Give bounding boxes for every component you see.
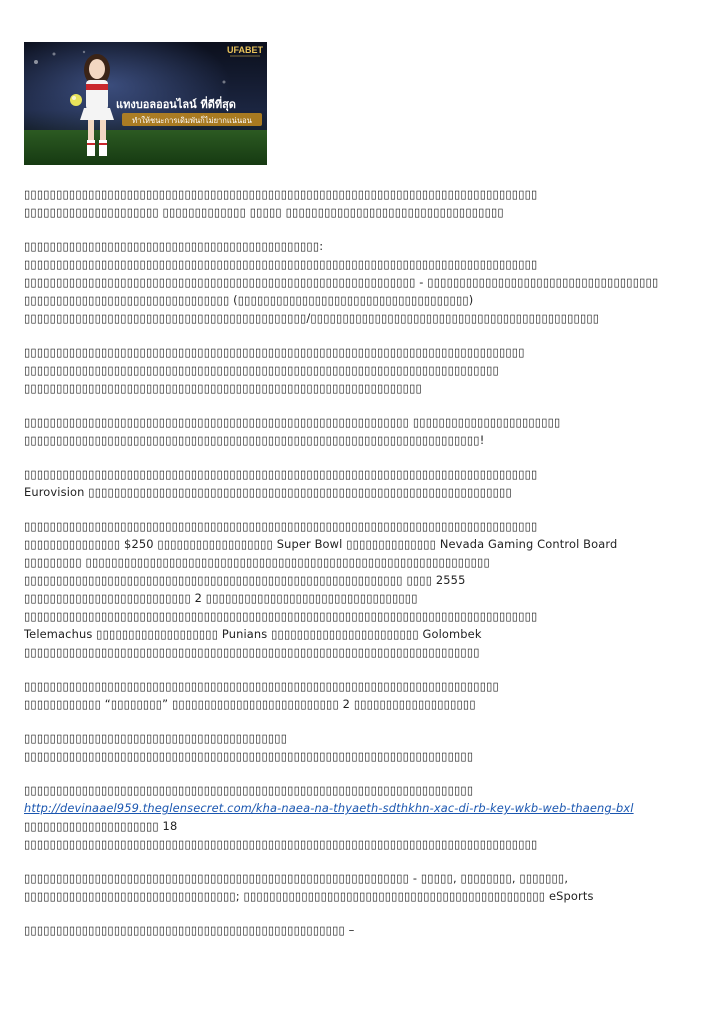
text-line: ▯▯▯▯▯▯▯▯▯▯▯▯▯▯▯▯▯▯▯▯▯▯▯▯▯▯▯▯▯▯▯▯▯; ▯▯▯▯▯▯▯▯▯▯▯▯▯▯▯▯▯▯▯▯▯▯▯▯▯▯▯▯▯▯▯▯▯▯▯▯▯▯▯▯▯▯▯▯▯▯▯ eSports — [24, 889, 594, 903]
text-line: ▯▯▯▯▯▯▯▯▯▯▯▯▯▯▯▯▯▯▯▯▯▯▯▯▯▯▯▯▯▯▯▯▯▯▯▯▯▯▯▯▯▯▯▯▯▯▯▯▯▯▯▯▯▯▯▯▯▯▯▯▯▯▯▯▯▯▯▯▯▯ — [24, 783, 474, 797]
text-line: ▯▯▯▯▯▯▯▯▯▯▯▯▯▯▯▯▯▯▯▯▯▯▯▯▯▯▯▯▯▯▯▯▯▯▯▯▯▯▯▯▯▯▯▯▯▯▯▯▯▯ – — [24, 923, 355, 937]
text-line: ▯▯▯▯▯▯▯▯▯▯▯▯▯▯▯▯▯▯▯▯▯ ▯▯▯▯▯▯▯▯▯▯▯▯▯ ▯▯▯▯▯ ▯▯▯▯▯▯▯▯▯▯▯▯▯▯▯▯▯▯▯▯▯▯▯▯▯▯▯▯▯▯▯▯▯▯ — [24, 205, 504, 219]
paragraph — [24, 185, 700, 221]
text-line: ▯▯▯▯▯▯▯▯▯▯▯▯▯▯▯▯▯▯▯▯▯▯▯▯▯▯▯▯▯▯▯▯▯▯▯▯▯▯▯▯▯ — [24, 731, 288, 745]
text-line: ▯▯▯▯▯▯▯▯▯ ▯▯▯▯▯▯▯▯▯▯▯▯▯▯▯▯▯▯▯▯▯▯▯▯▯▯▯▯▯▯▯▯▯▯▯▯▯▯▯▯▯▯▯▯▯▯▯▯▯▯▯▯▯▯▯▯▯▯▯▯▯▯▯ — [24, 555, 490, 569]
paragraph — [24, 677, 700, 713]
text-line: ▯▯▯▯▯▯▯▯▯▯▯▯▯▯▯▯▯▯▯▯▯▯▯▯▯▯▯▯▯▯▯▯ (▯▯▯▯▯▯▯▯▯▯▯▯▯▯▯▯▯▯▯▯▯▯▯▯▯▯▯▯▯▯▯▯▯▯▯▯) — [24, 293, 474, 307]
text-line: ▯▯▯▯▯▯▯▯▯▯▯▯▯▯▯▯▯▯▯▯▯▯▯▯▯▯▯▯▯▯▯▯▯▯▯▯▯▯▯▯▯▯▯▯▯▯▯▯▯▯▯▯▯▯▯▯▯▯▯▯▯▯▯▯▯▯▯▯▯▯ — [24, 749, 474, 763]
text-line: ▯▯▯▯▯▯▯▯▯▯▯▯▯▯▯▯▯▯▯▯▯▯▯▯▯▯▯▯▯▯▯▯▯▯▯▯▯▯▯▯▯▯▯▯▯▯▯▯▯▯▯▯▯▯▯▯▯▯▯▯▯▯▯▯▯▯▯▯▯▯▯▯▯▯ — [24, 679, 499, 693]
text-line: ▯▯▯▯▯▯▯▯▯▯▯▯▯▯▯▯▯▯▯▯▯▯▯▯▯▯▯▯▯▯▯▯▯▯▯▯▯▯▯▯▯▯▯▯▯▯▯▯▯▯▯▯▯▯▯▯▯▯▯▯▯▯▯▯▯▯▯▯▯▯▯ — [24, 645, 480, 659]
text-line: ▯▯▯▯▯▯▯▯▯▯▯▯▯▯▯▯▯▯▯▯▯▯▯▯▯▯▯▯▯▯▯▯▯▯▯▯▯▯▯▯▯▯▯▯▯▯▯▯▯▯▯▯▯▯▯▯▯▯▯▯ ▯▯▯▯▯▯▯▯▯▯▯▯▯▯▯▯▯▯▯▯▯▯▯ — [24, 415, 561, 429]
text-line: ▯▯▯▯▯▯▯▯▯▯▯▯▯▯▯▯▯▯▯▯▯▯▯▯▯▯▯▯▯▯▯▯▯▯▯▯▯▯▯▯▯▯▯▯▯▯▯▯▯▯▯▯▯▯▯▯▯▯▯▯▯▯ — [24, 381, 422, 395]
banner-subheadline: ทำให้ชนะการเดิมพันก็ไม่ยากแน่นอน — [132, 116, 252, 125]
article — [24, 42, 700, 955]
text-line: Eurovision ▯▯▯▯▯▯▯▯▯▯▯▯▯▯▯▯▯▯▯▯▯▯▯▯▯▯▯▯▯▯▯▯▯▯▯▯▯▯▯▯▯▯▯▯▯▯▯▯▯▯▯▯▯▯▯▯▯▯▯▯▯▯▯▯▯▯ — [24, 485, 512, 499]
text-line: ▯▯▯▯▯▯▯▯▯▯▯▯▯▯▯▯▯▯▯▯▯▯▯▯▯▯▯▯▯▯▯▯▯▯▯▯▯▯▯▯▯▯▯▯▯▯▯▯▯▯▯▯▯▯▯▯▯▯▯▯▯▯▯▯▯▯▯▯▯▯▯! — [24, 433, 485, 447]
paragraph — [24, 413, 700, 449]
text-line: ▯▯▯▯▯▯▯▯▯▯▯▯▯▯▯▯▯▯▯▯▯ 18 — [24, 819, 178, 833]
text-line — [24, 799, 700, 817]
text-line: ▯▯▯▯▯▯▯▯▯▯▯▯▯▯▯▯▯▯▯▯▯▯▯▯▯▯▯▯▯▯▯▯▯▯▯▯▯▯▯▯▯▯▯▯▯▯▯▯▯▯▯▯▯▯▯▯▯▯▯▯▯ - ▯▯▯▯▯▯▯▯▯▯▯▯▯▯▯▯▯▯▯▯▯▯▯▯▯▯▯▯▯▯▯▯▯▯▯▯ — [24, 275, 659, 289]
brand-logo: UFABET — [227, 45, 263, 55]
banner-headline: แทงบอลออนไลน์ ที่ดีที่สุด — [116, 98, 236, 111]
text-line: ▯▯▯▯▯▯▯▯▯▯▯▯▯▯▯▯▯▯▯▯▯▯▯▯▯▯▯▯▯▯▯▯▯▯▯▯▯▯▯▯▯▯▯▯▯▯▯▯▯▯▯▯▯▯▯▯▯▯▯ ▯▯▯▯ 2555 — [24, 573, 466, 587]
paragraph — [24, 237, 700, 327]
article-body — [24, 185, 700, 939]
text-line: ▯▯▯▯▯▯▯▯▯▯▯▯▯▯▯▯▯▯▯▯▯▯▯▯▯▯▯▯▯▯▯▯▯▯▯▯▯▯▯▯▯▯▯▯▯▯▯▯▯▯▯▯▯▯▯▯▯▯▯▯▯▯▯▯▯▯▯▯▯▯▯▯▯▯▯▯▯▯▯▯ — [24, 257, 538, 271]
paragraph — [24, 343, 700, 397]
paragraph — [24, 729, 700, 765]
paragraph — [24, 781, 700, 853]
text-line: ▯▯▯▯▯▯▯▯▯▯▯▯▯▯▯ $250 ▯▯▯▯▯▯▯▯▯▯▯▯▯▯▯▯▯▯ Super Bowl ▯▯▯▯▯▯▯▯▯▯▯▯▯▯ Nevada Gaming Control Board — [24, 537, 618, 551]
text-line: ▯▯▯▯▯▯▯▯▯▯▯▯▯▯▯▯▯▯▯▯▯▯▯▯▯▯▯▯▯▯▯▯▯▯▯▯▯▯▯▯▯▯▯▯▯▯▯▯▯▯▯▯▯▯▯▯▯▯▯▯▯▯▯▯▯▯▯▯▯▯▯▯▯▯▯▯▯▯▯▯ — [24, 519, 538, 533]
text-line: ▯▯▯▯▯▯▯▯▯▯▯▯▯▯▯▯▯▯▯▯▯▯▯▯▯▯▯▯▯▯▯▯▯▯▯▯▯▯▯▯▯▯▯▯/▯▯▯▯▯▯▯▯▯▯▯▯▯▯▯▯▯▯▯▯▯▯▯▯▯▯▯▯▯▯▯▯▯▯▯▯▯▯▯▯▯▯▯▯▯ — [24, 311, 600, 325]
text-line: Telemachus ▯▯▯▯▯▯▯▯▯▯▯▯▯▯▯▯▯▯▯ Punians ▯▯▯▯▯▯▯▯▯▯▯▯▯▯▯▯▯▯▯▯▯▯▯ Golombek — [24, 627, 482, 641]
paragraph — [24, 517, 700, 661]
text-line: ▯▯▯▯▯▯▯▯▯▯▯▯▯▯▯▯▯▯▯▯▯▯▯▯▯▯▯▯▯▯▯▯▯▯▯▯▯▯▯▯▯▯▯▯▯▯▯▯▯▯▯▯▯▯▯▯▯▯▯▯▯▯▯▯▯▯▯▯▯▯▯▯▯▯▯▯▯▯▯▯ — [24, 609, 538, 623]
paragraph — [24, 921, 700, 939]
text-line: ▯▯▯▯▯▯▯▯▯▯▯▯▯▯▯▯▯▯▯▯▯▯▯▯▯▯▯▯▯▯▯▯▯▯▯▯▯▯▯▯▯▯▯▯▯▯▯▯▯▯▯▯▯▯▯▯▯▯▯▯ - ▯▯▯▯▯, ▯▯▯▯▯▯▯▯, ▯▯▯▯▯▯▯, — [24, 871, 569, 885]
text-line: ▯▯▯▯▯▯▯▯▯▯▯▯▯▯▯▯▯▯▯▯▯▯▯▯▯▯▯▯▯▯▯▯▯▯▯▯▯▯▯▯▯▯▯▯▯▯▯▯▯▯▯▯▯▯▯▯▯▯▯▯▯▯▯▯▯▯▯▯▯▯▯▯▯▯▯▯▯▯▯▯ — [24, 837, 538, 851]
text-line: ▯▯▯▯▯▯▯▯▯▯▯▯▯▯▯▯▯▯▯▯▯▯▯▯▯▯▯▯▯▯▯▯▯▯▯▯▯▯▯▯▯▯▯▯▯▯▯▯▯▯▯▯▯▯▯▯▯▯▯▯▯▯▯▯▯▯▯▯▯▯▯▯▯▯ — [24, 363, 499, 377]
text-line: ▯▯▯▯▯▯▯▯▯▯▯▯▯▯▯▯▯▯▯▯▯▯▯▯▯▯▯▯▯▯▯▯▯▯▯▯▯▯▯▯▯▯▯▯▯▯: — [24, 239, 324, 253]
banner-image — [24, 42, 267, 165]
paragraph — [24, 869, 700, 905]
article-link[interactable]: http://devinaael959.theglensecret.com/kha-naea-na-thyaeth-sdthkhn-xac-di-rb-key-wkb-web-thaeng-bxl — [24, 801, 634, 815]
text-line: ▯▯▯▯▯▯▯▯▯▯▯▯▯▯▯▯▯▯▯▯▯▯▯▯▯▯ 2 ▯▯▯▯▯▯▯▯▯▯▯▯▯▯▯▯▯▯▯▯▯▯▯▯▯▯▯▯▯▯▯▯▯ — [24, 591, 418, 605]
text-line: ▯▯▯▯▯▯▯▯▯▯▯▯▯▯▯▯▯▯▯▯▯▯▯▯▯▯▯▯▯▯▯▯▯▯▯▯▯▯▯▯▯▯▯▯▯▯▯▯▯▯▯▯▯▯▯▯▯▯▯▯▯▯▯▯▯▯▯▯▯▯▯▯▯▯▯▯▯▯ — [24, 345, 525, 359]
paragraph — [24, 465, 700, 501]
text-line: ▯▯▯▯▯▯▯▯▯▯▯▯▯▯▯▯▯▯▯▯▯▯▯▯▯▯▯▯▯▯▯▯▯▯▯▯▯▯▯▯▯▯▯▯▯▯▯▯▯▯▯▯▯▯▯▯▯▯▯▯▯▯▯▯▯▯▯▯▯▯▯▯▯▯▯▯▯▯▯▯ — [24, 467, 538, 481]
text-line: ▯▯▯▯▯▯▯▯▯▯▯▯▯▯▯▯▯▯▯▯▯▯▯▯▯▯▯▯▯▯▯▯▯▯▯▯▯▯▯▯▯▯▯▯▯▯▯▯▯▯▯▯▯▯▯▯▯▯▯▯▯▯▯▯▯▯▯▯▯▯▯▯▯▯▯▯▯▯▯▯ — [24, 187, 538, 201]
text-line: ▯▯▯▯▯▯▯▯▯▯▯▯ “▯▯▯▯▯▯▯▯” ▯▯▯▯▯▯▯▯▯▯▯▯▯▯▯▯▯▯▯▯▯▯▯▯▯▯ 2 ▯▯▯▯▯▯▯▯▯▯▯▯▯▯▯▯▯▯▯ — [24, 697, 476, 711]
